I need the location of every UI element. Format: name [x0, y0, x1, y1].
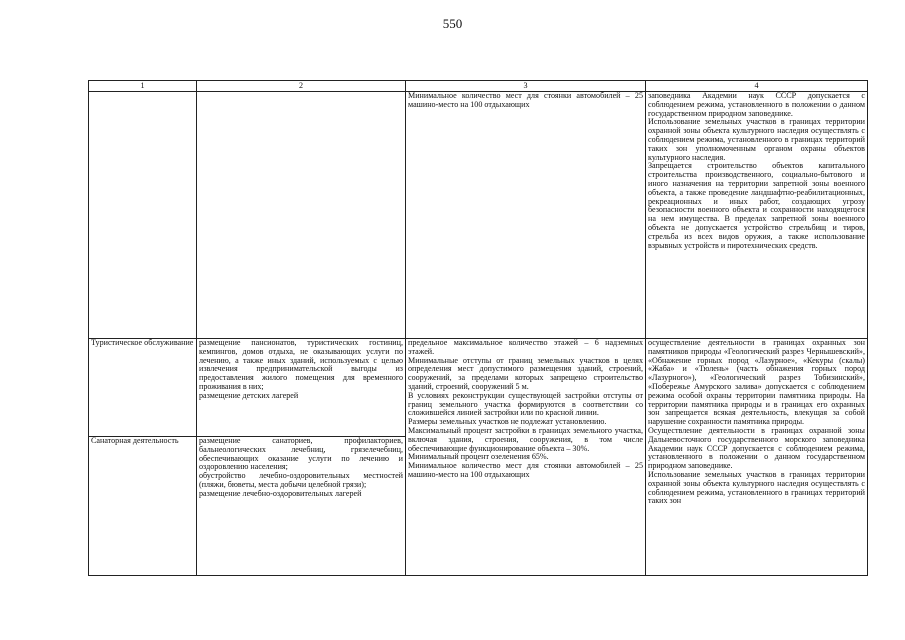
restriction-paragraph: Осуществление деятельности в границах охранной зоны Дальневосточного государственного морского заповедника Академии наук СССР допускается с соблюдением режима, установленного в положении о данном государственном природном заповеднике.: [648, 425, 865, 471]
restriction-paragraph: Запрещается строительство объектов капитального строительства производственного, социально-бытового и иного назначения на территории запретной зоны военного объекта, а также проведение ландшафтно-реабилитационных, рекреационных и иных работ, создающих угрозу безопасности военного объекта и сохранности находящегося на нем имущества. В пределах запретной зоны военного объекта не допускается устройство стрельбищ и тиров, стрельба из всех видов оружия, а также использование взрывных устройств и пиротехнических средств.: [648, 161, 865, 250]
row3-use-type-cell: [89, 437, 197, 576]
parameter-paragraph: Минимальное количество мест для стоянки автомобилей – 25 машино-место на 100 отдыхающих: [408, 91, 643, 109]
row1-parameters-cell: [406, 92, 646, 339]
row2-use-type-cell: [89, 339, 197, 437]
row1-restrictions-cell: [646, 92, 868, 339]
parameter-paragraph: Размеры земельных участков не подлежат установлению.: [408, 417, 607, 427]
description-paragraph: размещение лечебно-оздоровительных лагерей: [199, 488, 362, 498]
column-number-2: 2: [197, 81, 406, 92]
row1-use-type-cell: [89, 92, 197, 339]
regulations-table: [88, 80, 868, 576]
description-paragraph: обустройство лечебно-оздоровительных местностей (пляжи, бюветы, места добычи целебной грязи);: [199, 471, 403, 489]
parameter-paragraph: предельное максимальное количество этажей – 6 надземных этажей.: [408, 338, 643, 356]
column-number-4: 4: [646, 81, 868, 92]
parameter-paragraph: Минимальное количество мест для стоянки автомобилей – 25 машино-место на 100 отдыхающих: [408, 461, 643, 479]
parameter-paragraph: Минимальные отступы от границ земельных участков в целях определения мест допустимого размещения зданий, строений, сооружений, за пределами которых запрещено строительство зданий, строений, сооружений 5 м.: [408, 355, 643, 391]
row2-description-cell: [197, 339, 406, 437]
description-paragraph: размещение пансионатов, туристических гостиниц, кемпингов, домов отдыха, не оказывающих услуги по лечению, а также иных зданий, используемых с целью извлечения предпринимательской выгоды из предоставления жилого помещения для временного проживания в них;: [199, 338, 403, 391]
table-row: [89, 92, 868, 339]
use-type-label: Туристическое обслуживание: [91, 338, 194, 347]
restriction-paragraph: заповедника Академии наук СССР допускается с соблюдением режима, установленного в положении о данном государственном природном заповеднике.: [648, 91, 865, 118]
restriction-paragraph: Использование земельных участков в границах территории охранной зоны объекта культурного наследия осуществлять с соблюдением режима, установленного в границах территорий таких зон уполномоченным органом охраны объектов культурного наследия.: [648, 117, 865, 162]
description-paragraph: размещение санаториев, профилакториев, бальнеологических лечебниц, грязелечебниц, обеспечивающих оказание услуги по лечению и оздоровлению населения;: [199, 436, 403, 472]
table-header-row: [89, 81, 868, 92]
restriction-paragraph: Использование земельных участков в границах территории охранной зоны объекта культурного наследия осуществлять с соблюдением режима, установленного в границах территорий таких зон: [648, 469, 865, 506]
use-type-label: Санаторная деятельность: [91, 436, 179, 445]
page-number: 550: [442, 16, 463, 31]
row1-description-cell: [197, 92, 406, 339]
parameter-paragraph: В условиях реконструкции существующей застройки отступы от границ земельного участка формируются в соответствии со сложившейся линией застройки или по красной линии.: [408, 390, 643, 418]
merged-restrictions-cell: [646, 339, 868, 576]
row3-description-cell: [197, 437, 406, 576]
table-row: [89, 339, 868, 437]
description-paragraph: размещение детских лагерей: [199, 390, 299, 400]
merged-parameters-cell: [406, 339, 646, 576]
parameter-paragraph: Минимальный процент озеленения 65%.: [408, 452, 549, 462]
column-number-3: 3: [406, 81, 646, 92]
restriction-paragraph: осуществление деятельности в границах охранных зон памятников природы «Геологический разрез Чернышевский», «Обнажение горных пород «Лазурное», «Кекуры (скалы) «Жаба» и «Тюлень» (часть обнажения горных пород «Лазурного»), «Геологический разрез Тобизинский», «Побережье Амурского залива» допускается с соблюдением режима особой охраны территории памятника природы. На территории памятника природы и в границах его охранных зон запрещается всякая деятельность, влекущая за собой нарушение сохранности памятника природы.: [648, 338, 865, 427]
column-number-1: 1: [89, 81, 197, 92]
parameter-paragraph: Максимальный процент застройки в границах земельного участка, включая здания, строения, сооружения, в том числе обеспечивающие функционирование объекта – 30%.: [408, 425, 643, 453]
